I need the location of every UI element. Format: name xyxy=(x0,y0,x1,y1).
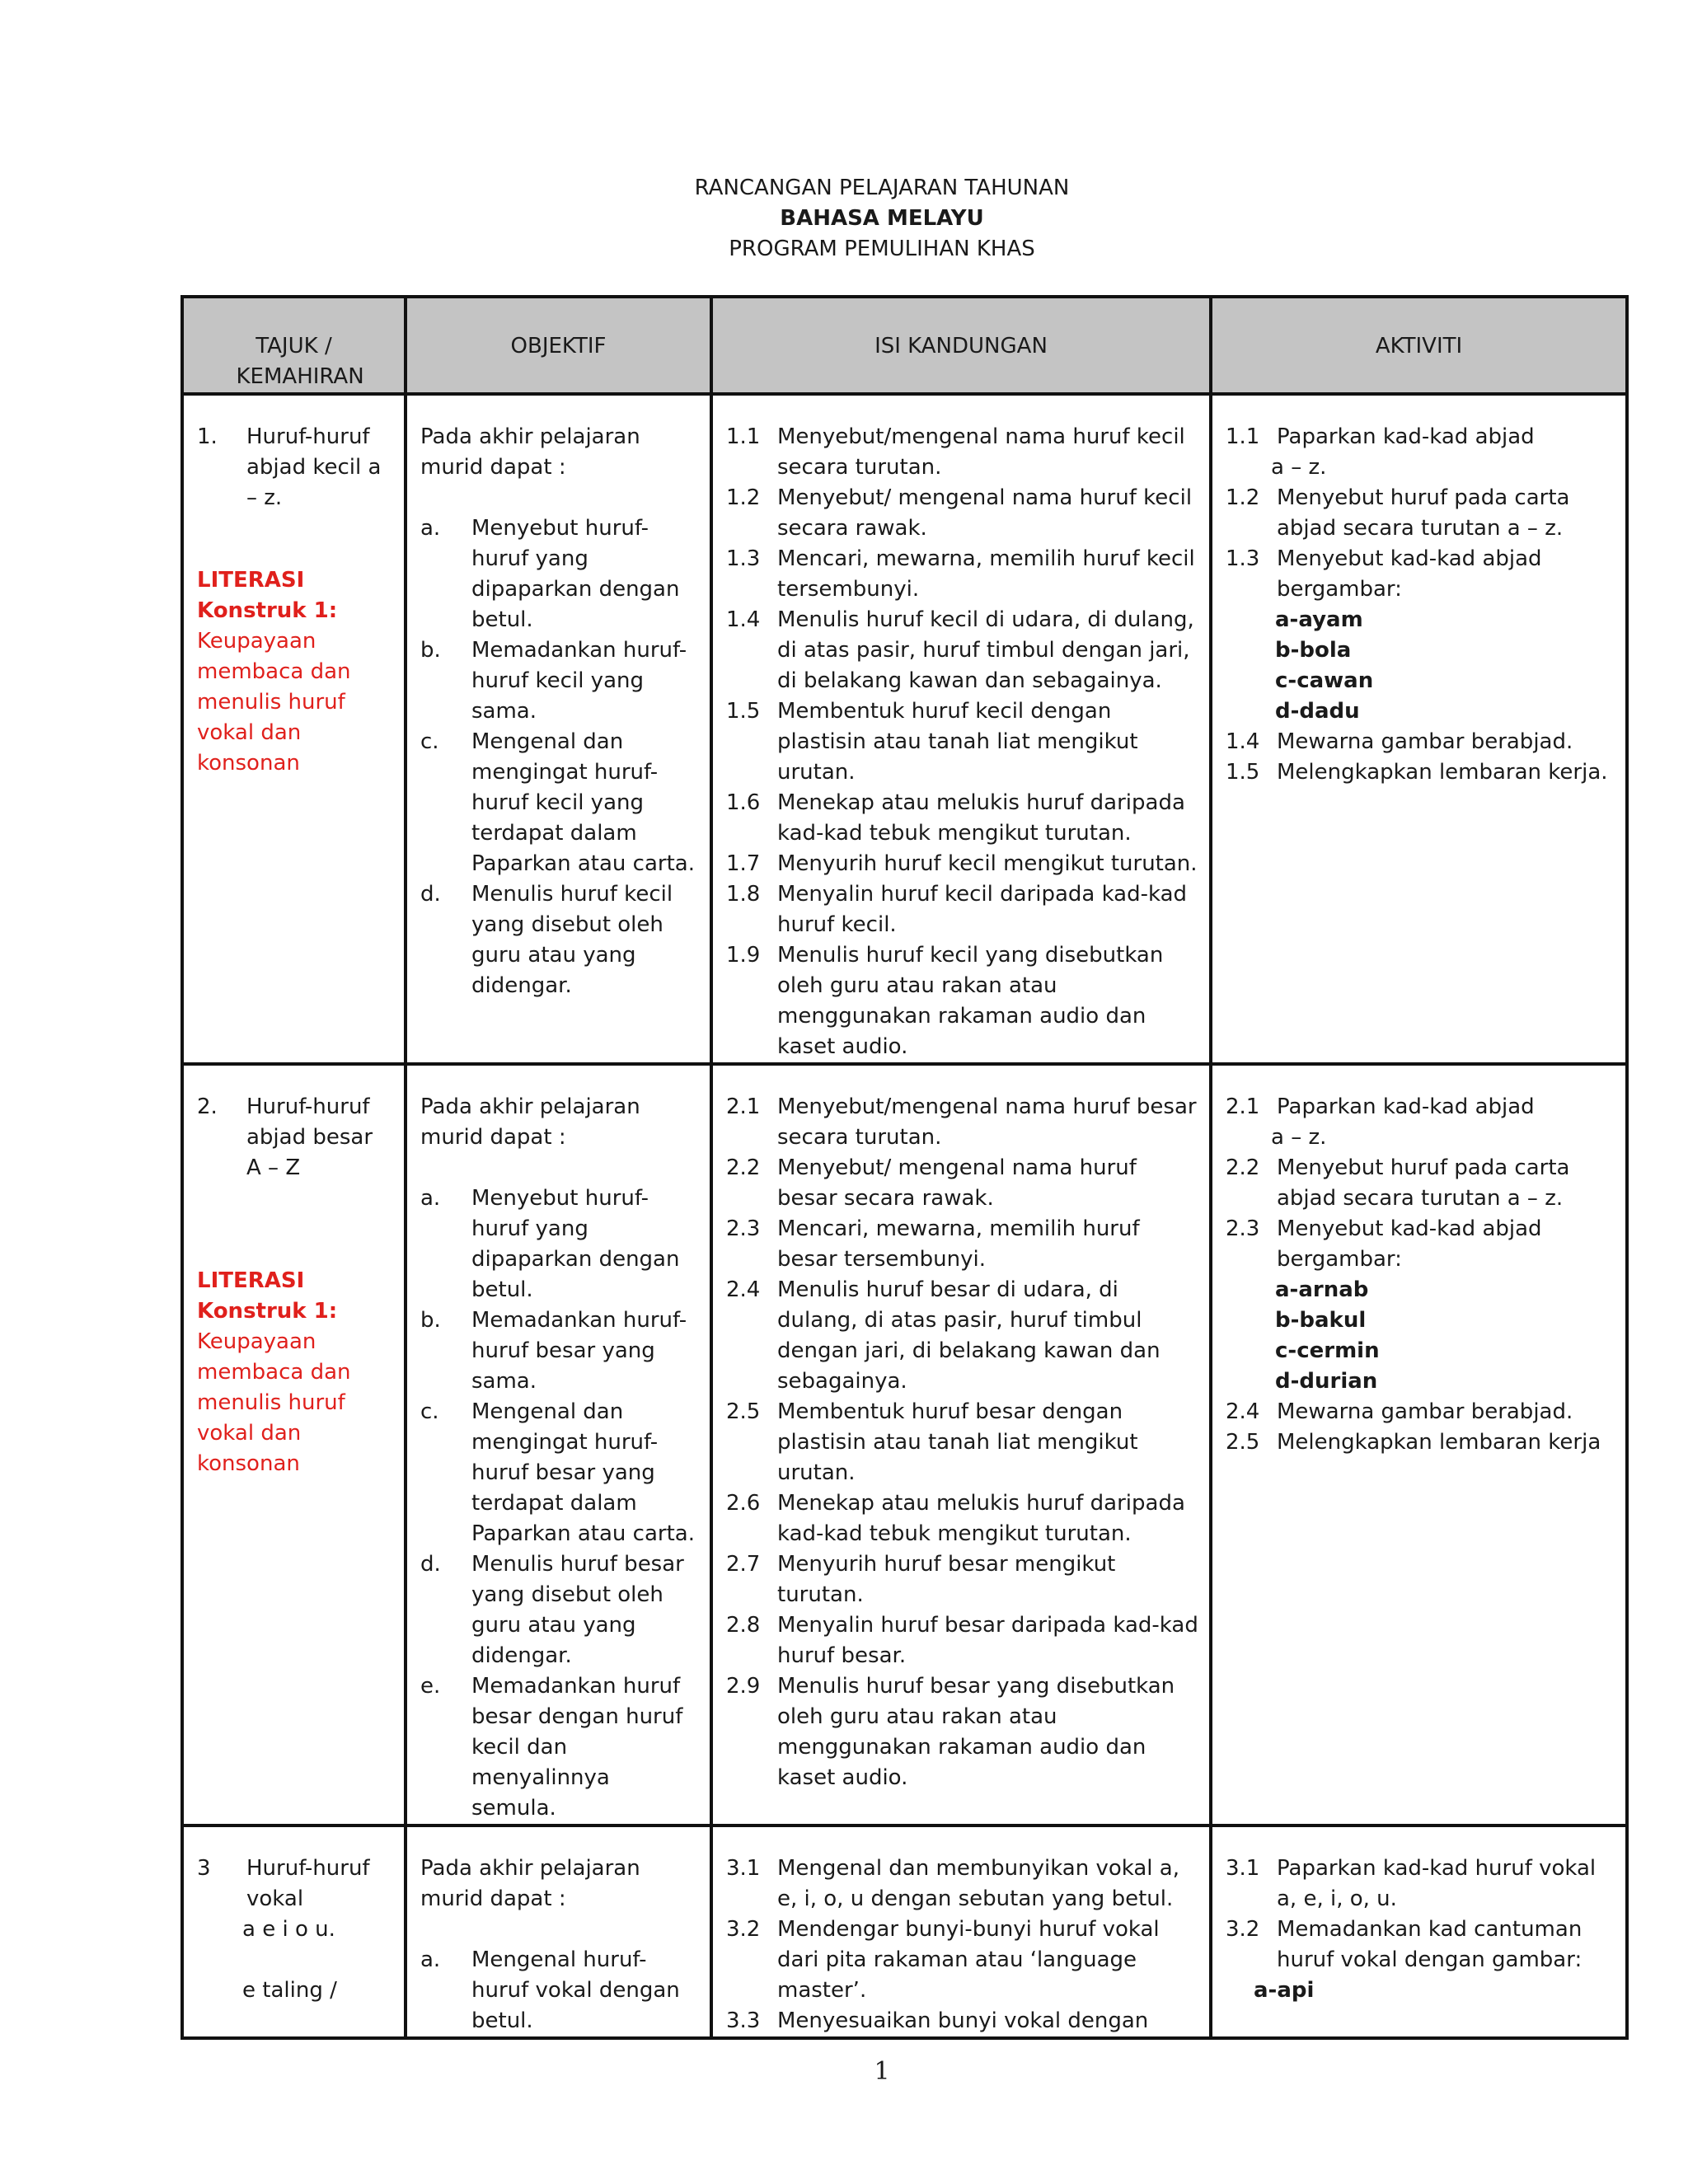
list-marker: 1.4 xyxy=(726,607,761,632)
list-marker: 2.3 xyxy=(1226,1216,1260,1241)
doc-subject: BAHASA MELAYU xyxy=(780,206,984,231)
list-marker: 3.3 xyxy=(726,2008,761,2033)
row-number: 2. xyxy=(197,1094,218,1119)
literasi-label: LITERASI xyxy=(197,568,305,593)
list-item: Mengenal dan membunyikan vokal a, e, i, o, u dengan sebutan yang betul. xyxy=(777,1856,1179,1911)
list-item: Menyebut/mengenal nama huruf kecil secara turutan. xyxy=(777,424,1185,480)
list-item: Menyurih huruf besar mengikut turutan. xyxy=(777,1552,1116,1607)
list-item: Menyebut huruf-huruf yang dipaparkan dengan betul. xyxy=(471,1186,680,1302)
list-marker: d. xyxy=(420,1552,441,1577)
list-item: Mengenal dan mengingat huruf-huruf besar yang terdapat dalam Paparkan atau carta. xyxy=(471,1399,695,1546)
objective-intro: Pada akhir pelajaran murid dapat : xyxy=(420,1856,640,1911)
list-marker: 3.2 xyxy=(1226,1917,1260,1942)
topic-text: Huruf-huruf vokal xyxy=(246,1856,370,1911)
objective-intro: Pada akhir pelajaran murid dapat : xyxy=(420,1094,640,1150)
list-marker: c. xyxy=(420,1399,439,1424)
lesson-plan-table xyxy=(181,295,1629,2040)
list-marker: 2.7 xyxy=(726,1552,761,1577)
list-item: Mencari, mewarna, memilih huruf besar tersembunyi. xyxy=(777,1216,1140,1272)
col-header-isi: ISI KANDUNGAN xyxy=(711,297,1211,394)
list-item: Membentuk huruf besar dengan plastisin atau tanah liat mengikut urutan. xyxy=(777,1399,1138,1485)
objektif-cell xyxy=(406,394,711,1064)
topic-text: Huruf-huruf abjad kecil a – z. xyxy=(246,424,382,510)
example-word: a-api xyxy=(1254,1978,1315,2003)
list-item: Memadankan kad cantuman huruf vokal dengan gambar: xyxy=(1277,1917,1582,1972)
list-item: Melengkapkan lembaran kerja xyxy=(1277,1430,1601,1455)
list-item: Mengenal huruf-huruf vokal dengan betul. xyxy=(471,1947,680,2033)
list-marker: 3.2 xyxy=(726,1917,761,1942)
tajuk-cell xyxy=(182,394,406,1064)
list-marker: c. xyxy=(420,729,439,754)
list-item: Menyebut/mengenal nama huruf besar secara turutan. xyxy=(777,1094,1197,1150)
konstruk-desc: Keupayaan membaca dan menulis huruf vokal dan konsonan xyxy=(197,629,351,776)
list-item: Menyebut huruf-huruf yang dipaparkan dengan betul. xyxy=(471,516,680,632)
list-marker: 1.2 xyxy=(726,485,761,510)
col-header-tajuk: TAJUK / KEMAHIRAN xyxy=(182,297,406,394)
list-marker: 2.3 xyxy=(726,1216,761,1241)
list-item: Memadankan huruf besar dengan huruf kecil dan menyalinnya semula. xyxy=(471,1674,683,1821)
list-item: Menekap atau melukis huruf daripada kad-kad tebuk mengikut turutan. xyxy=(777,790,1185,846)
objektif-cell xyxy=(406,1064,711,1825)
list-marker: 2.1 xyxy=(1226,1094,1260,1119)
topic-vowels: a e i o u. xyxy=(242,1917,335,1942)
literasi-label: LITERASI xyxy=(197,1268,305,1293)
list-item: Menyalin huruf besar daripada kad-kad huruf besar. xyxy=(777,1613,1198,1668)
example-word: c-cawan xyxy=(1275,668,1374,693)
list-item: Menyebut huruf pada carta abjad secara turutan a – z. xyxy=(1277,1155,1570,1211)
list-marker: 2.4 xyxy=(1226,1399,1260,1424)
example-word: a-ayam xyxy=(1275,607,1363,632)
list-marker: 1.1 xyxy=(1226,424,1260,449)
list-marker: 2.6 xyxy=(726,1491,761,1516)
tajuk-cell xyxy=(182,1825,406,2038)
list-item: Membentuk huruf kecil dengan plastisin atau tanah liat mengikut urutan. xyxy=(777,699,1138,785)
table-row xyxy=(182,1064,1627,1825)
example-word: b-bola xyxy=(1275,638,1352,663)
list-item: Mewarna gambar berabjad. xyxy=(1277,1399,1573,1424)
list-item: Paparkan kad-kad abjad xyxy=(1277,424,1535,449)
list-marker: b. xyxy=(420,1308,441,1333)
list-marker: 3.1 xyxy=(726,1856,761,1881)
list-marker: 1.1 xyxy=(726,424,761,449)
list-marker: 2.1 xyxy=(726,1094,761,1119)
list-marker: 1.6 xyxy=(726,790,761,815)
list-marker: e. xyxy=(420,1674,441,1699)
example-word: a-arnab xyxy=(1275,1277,1369,1302)
list-marker: 1.3 xyxy=(1226,546,1260,571)
list-item: Menulis huruf besar yang disebut oleh guru atau yang didengar. xyxy=(471,1552,684,1668)
list-marker: 1.8 xyxy=(726,882,761,907)
list-item: Mendengar bunyi-bunyi huruf vokal dari pita rakaman atau ‘language master’. xyxy=(777,1917,1160,2003)
aktiviti-cell xyxy=(1211,394,1627,1064)
list-item: Menyurih huruf kecil mengikut turutan. xyxy=(777,851,1198,876)
list-marker: d. xyxy=(420,882,441,907)
list-item: Paparkan kad-kad huruf vokal a, e, i, o, u. xyxy=(1277,1856,1597,1911)
list-item: Menyebut/ mengenal nama huruf kecil secara rawak. xyxy=(777,485,1193,541)
aktiviti-cell xyxy=(1211,1064,1627,1825)
list-item-cont: a – z. xyxy=(1271,1125,1327,1150)
list-item: Menyalin huruf kecil daripada kad-kad huruf kecil. xyxy=(777,882,1188,937)
konstruk-label: Konstruk 1: xyxy=(197,1299,338,1324)
list-item: Menulis huruf besar di udara, di dulang, di atas pasir, huruf timbul dengan jari, di belakang kawan dan sebagainya. xyxy=(777,1277,1160,1394)
tajuk-cell xyxy=(182,1064,406,1825)
list-marker: 1.4 xyxy=(1226,729,1260,754)
list-item: Menekap atau melukis huruf daripada kad-kad tebuk mengikut turutan. xyxy=(777,1491,1185,1546)
doc-program: PROGRAM PEMULIHAN KHAS xyxy=(729,237,1035,261)
list-item: Menulis huruf besar yang disebutkan oleh guru atau rakan atau menggunakan rakaman audio dan kaset audio. xyxy=(777,1674,1175,1790)
list-item: Memadankan huruf-huruf kecil yang sama. xyxy=(471,638,687,724)
list-marker: a. xyxy=(420,1947,441,1972)
table-row xyxy=(182,1825,1627,2038)
list-marker: 2.5 xyxy=(1226,1430,1260,1455)
list-marker: 1.9 xyxy=(726,943,761,968)
isi-cell xyxy=(711,1825,1211,2038)
col-header-aktiviti: AKTIVITI xyxy=(1211,297,1627,394)
list-item: Mewarna gambar berabjad. xyxy=(1277,729,1573,754)
list-item: Menyesuaikan bunyi vokal dengan xyxy=(777,2008,1149,2033)
list-item: Melengkapkan lembaran kerja. xyxy=(1277,760,1608,785)
list-item: Menyebut huruf pada carta abjad secara turutan a – z. xyxy=(1277,485,1570,541)
list-marker: 2.5 xyxy=(726,1399,761,1424)
list-marker: 3.1 xyxy=(1226,1856,1260,1881)
isi-cell xyxy=(711,394,1211,1064)
objective-intro: Pada akhir pelajaran murid dapat : xyxy=(420,424,640,480)
topic-text: Huruf-huruf abjad besar A – Z xyxy=(246,1094,373,1180)
konstruk-desc: Keupayaan membaca dan menulis huruf vokal dan konsonan xyxy=(197,1329,351,1476)
list-marker: 1.2 xyxy=(1226,485,1260,510)
list-item-cont: a – z. xyxy=(1271,455,1327,480)
list-marker: 2.8 xyxy=(726,1613,761,1638)
list-marker: 2.2 xyxy=(1226,1155,1260,1180)
list-item: Menulis huruf kecil yang disebutkan oleh guru atau rakan atau menggunakan rakaman audio dan kaset audio. xyxy=(777,943,1164,1059)
list-item: Menyebut kad-kad abjad bergambar: xyxy=(1277,546,1542,602)
konstruk-label: Konstruk 1: xyxy=(197,598,338,623)
row-number: 3 xyxy=(197,1856,211,1881)
aktiviti-cell xyxy=(1211,1825,1627,2038)
list-marker: a. xyxy=(420,1186,441,1211)
list-marker: 1.5 xyxy=(1226,760,1260,785)
objektif-cell xyxy=(406,1825,711,2038)
example-word: d-durian xyxy=(1275,1369,1378,1394)
list-item: Mencari, mewarna, memilih huruf kecil tersembunyi. xyxy=(777,546,1195,602)
topic-sub: e taling / xyxy=(242,1978,337,2003)
list-marker: b. xyxy=(420,638,441,663)
list-item: Menulis huruf kecil di udara, di dulang, di atas pasir, huruf timbul dengan jari, di belakang kawan dan sebagainya. xyxy=(777,607,1194,693)
list-marker: 1.3 xyxy=(726,546,761,571)
list-item: Memadankan huruf-huruf besar yang sama. xyxy=(471,1308,687,1394)
list-item: Menyebut/ mengenal nama huruf besar secara rawak. xyxy=(777,1155,1137,1211)
example-word: c-cermin xyxy=(1275,1338,1380,1363)
col-header-objektif: OBJEKTIF xyxy=(406,297,711,394)
list-marker: 2.2 xyxy=(726,1155,761,1180)
list-item: Menyebut kad-kad abjad bergambar: xyxy=(1277,1216,1542,1272)
row-number: 1. xyxy=(197,424,218,449)
list-marker: 2.4 xyxy=(726,1277,761,1302)
list-marker: 1.7 xyxy=(726,851,761,876)
example-word: d-dadu xyxy=(1275,699,1360,724)
isi-cell xyxy=(711,1064,1211,1825)
table-header-row xyxy=(182,297,1627,394)
page-number: 1 xyxy=(874,2057,890,2086)
table-row xyxy=(182,394,1627,1064)
example-word: b-bakul xyxy=(1275,1308,1367,1333)
list-marker: 1.5 xyxy=(726,699,761,724)
list-item: Menulis huruf kecil yang disebut oleh guru atau yang didengar. xyxy=(471,882,673,998)
doc-title: RANCANGAN PELAJARAN TAHUNAN xyxy=(694,176,1070,200)
list-item: Mengenal dan mengingat huruf-huruf kecil yang terdapat dalam Paparkan atau carta. xyxy=(471,729,695,876)
list-marker: a. xyxy=(420,516,441,541)
list-item: Paparkan kad-kad abjad xyxy=(1277,1094,1535,1119)
list-marker: 2.9 xyxy=(726,1674,761,1699)
